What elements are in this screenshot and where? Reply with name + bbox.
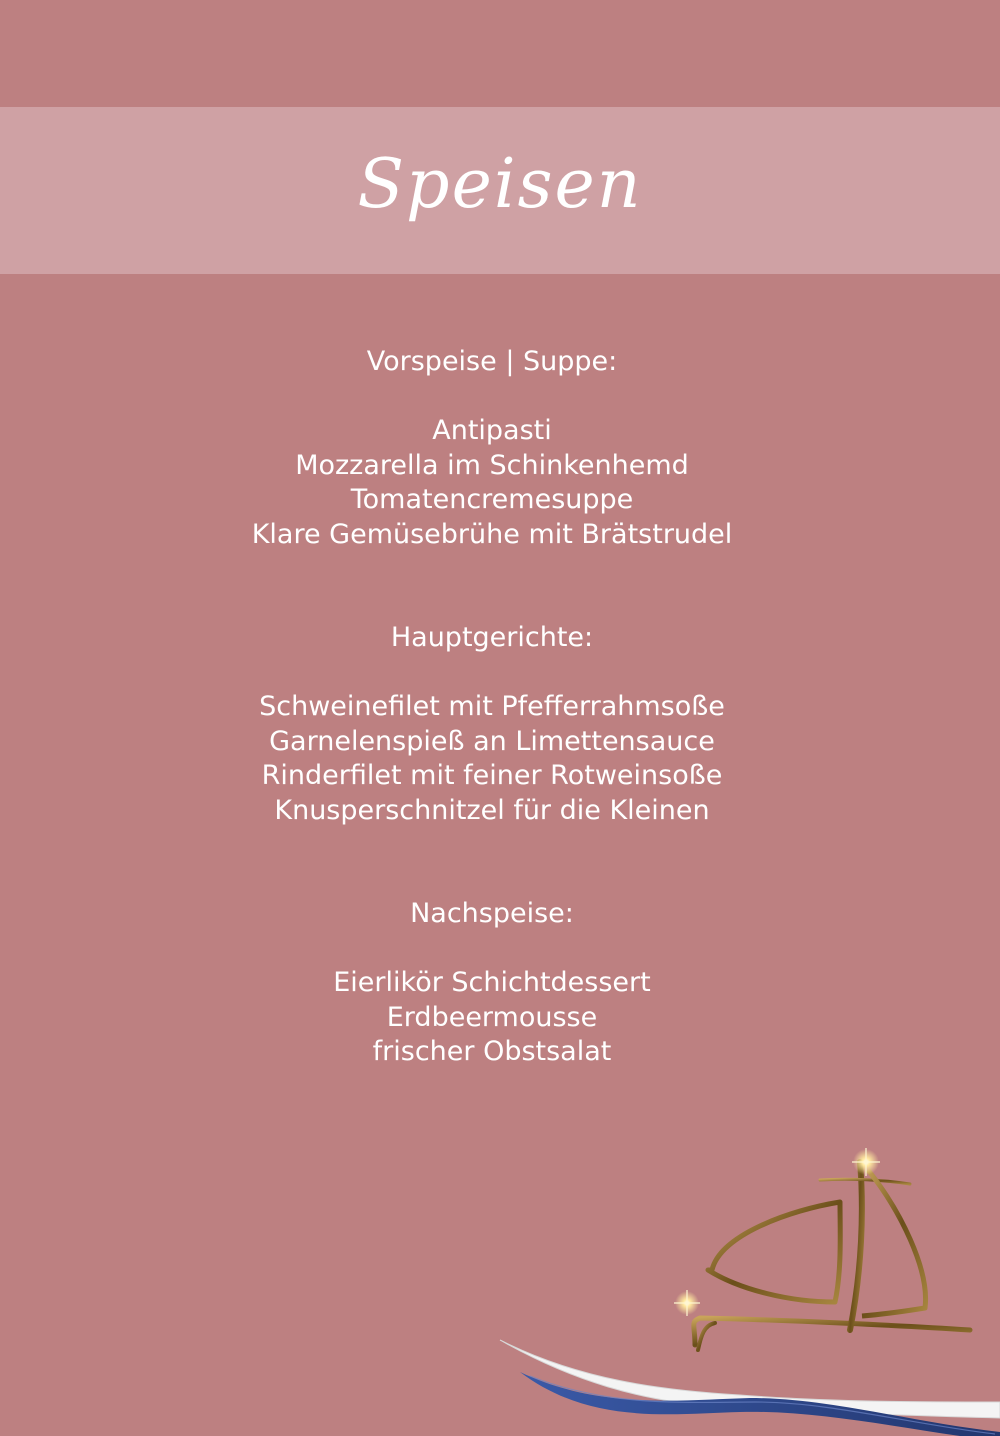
menu-section-desserts [0, 897, 984, 1070]
menu-item: Erdbeermousse [386, 1001, 598, 1033]
menu-item: Eierlikör Schichtdessert [333, 967, 651, 998]
section-heading: Hauptgerichte: [390, 622, 594, 653]
menu-section-mains [0, 621, 984, 828]
sailboat-icon [490, 1140, 1000, 1436]
menu-item: Tomatencremesuppe [350, 484, 634, 515]
menu-item: Garnelenspieß an Limettensauce [269, 725, 715, 757]
menu-list [0, 345, 984, 1070]
menu-item: Rinderfilet mit feiner Rotweinsoße [261, 760, 723, 791]
menu-item: Klare Gemüsebrühe mit Brätstrudel [251, 518, 733, 550]
menu-item: frischer Obstsalat [372, 1036, 612, 1067]
section-heading: Nachspeise: [410, 898, 574, 929]
menu-item: Schweinefilet mit Pfefferrahmsoße [259, 691, 725, 722]
page-title: Speisen [357, 145, 643, 224]
section-heading: Vorspeise | Suppe: [366, 346, 618, 377]
menu-item: Mozzarella im Schinkenhemd [295, 449, 689, 481]
menu-item: Antipasti [432, 415, 552, 446]
menu-section-starters [0, 345, 984, 552]
menu-item: Knusperschnitzel für die Kleinen [274, 794, 710, 826]
